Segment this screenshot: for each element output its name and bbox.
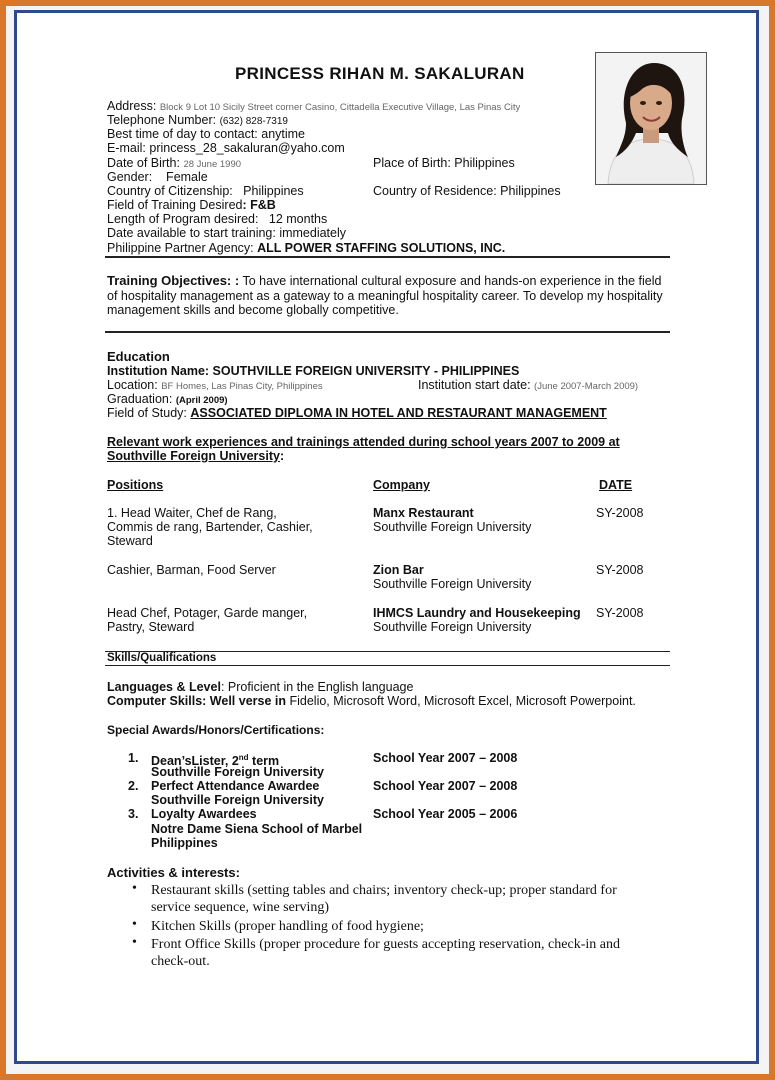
- activity-text: Restaurant skills (setting tables and chairs; inventory check-up; proper standard for: [151, 883, 617, 898]
- graduation-value: (April 2009): [175, 395, 228, 406]
- award-number: 3.: [128, 807, 139, 821]
- best-time-line: Best time of day to contact: anytime: [107, 127, 306, 141]
- email-line: E-mail: princess_28_sakaluran@yaho.com: [107, 141, 345, 155]
- telephone-value: (632) 828-7319: [219, 116, 288, 127]
- objectives-line-2: of hospitality management as a gateway to a meaningful hospitality career. To develop my hospitality: [107, 289, 663, 303]
- agency-line: [107, 241, 505, 255]
- col-positions-header: Positions: [107, 478, 164, 492]
- activity-text: Front Office Skills (proper procedure for guests accepting reservation, check-in and: [151, 937, 620, 952]
- location-label: Location:: [107, 378, 158, 392]
- objectives-line-3: management skills and become globally competitive.: [107, 303, 399, 317]
- row-date: SY-2008: [596, 506, 644, 520]
- training-field-value: : F&B: [242, 198, 276, 212]
- address-label: Address:: [107, 99, 157, 113]
- field-of-study-value: ASSOCIATED DIPLOMA IN HOTEL AND RESTAURANT MANAGEMENT: [190, 406, 607, 420]
- start-date-line: Date available to start training: immediately: [107, 226, 347, 240]
- award-org: Philippines: [151, 836, 218, 850]
- position-text: Commis de rang, Bartender, Cashier,: [107, 520, 313, 534]
- dob-label: Date of Birth:: [107, 156, 180, 170]
- award-title: Loyalty Awardees: [151, 807, 257, 821]
- award-title-tail: term: [248, 754, 280, 769]
- bullet-icon: •: [132, 935, 137, 950]
- activity-text: check-out.: [151, 954, 210, 969]
- company-name: IHMCS Laundry and Housekeeping: [373, 606, 581, 620]
- residence-line: Country of Residence: Philippines: [373, 184, 561, 198]
- activity-text: service sequence, wine serving): [151, 900, 330, 915]
- objectives-text-1: To have international cultural exposure and hands-on experience in the field: [242, 274, 662, 288]
- company-name: Manx Restaurant: [373, 506, 474, 520]
- field-of-study-line: [107, 406, 607, 420]
- award-number: 2.: [128, 779, 139, 793]
- languages-label: Languages & Level: [107, 680, 221, 694]
- company-sub: Southville Foreign University: [373, 620, 532, 634]
- experience-heading-colon: :: [279, 449, 285, 463]
- portrait-image: [596, 53, 706, 184]
- position-text: Pastry, Steward: [107, 620, 195, 634]
- objectives-label: Training Objectives: :: [107, 273, 240, 288]
- objectives-line-1: [107, 274, 661, 288]
- awards-heading: Special Awards/Honors/Certifications:: [107, 723, 325, 737]
- program-length-line: Length of Program desired: 12 months: [107, 212, 328, 226]
- location-value: BF Homes, Las Pinas City, Philippines: [161, 381, 323, 392]
- computer-skills-label: Computer Skills: Well verse in: [107, 694, 286, 708]
- company-sub: Southville Foreign University: [373, 577, 532, 591]
- award-year: School Year 2007 – 2008: [373, 751, 518, 765]
- divider: [105, 256, 670, 258]
- award-org: Notre Dame Siena School of Marbel: [151, 822, 363, 836]
- address-value: Block 9 Lot 10 Sicily Street corner Casino, Cittadella Executive Village, Las Pinas City: [159, 102, 521, 113]
- training-field-line: [107, 198, 276, 212]
- bullet-icon: •: [132, 881, 137, 896]
- col-date-header: DATE: [599, 478, 633, 492]
- institution-start-label: Institution start date:: [418, 378, 531, 392]
- skills-heading: Skills/Qualifications: [107, 652, 217, 664]
- row-date: SY-2008: [596, 606, 644, 620]
- institution-line: Institution Name: SOUTHVILLE FOREIGN UNIVERSITY - PHILIPPINES: [107, 364, 520, 378]
- agency-label: Philippine Partner Agency:: [107, 241, 254, 255]
- col-company-header: Company: [373, 478, 430, 492]
- company-name: Zion Bar: [373, 563, 424, 577]
- languages-line: [107, 680, 413, 694]
- position-text: Head Chef, Potager, Garde manger,: [107, 606, 308, 620]
- languages-value: : Proficient in the English language: [220, 680, 414, 694]
- position-text: Cashier, Barman, Food Server: [107, 563, 276, 577]
- divider: [105, 331, 670, 333]
- divider: [105, 665, 670, 666]
- field-of-study-label: Field of Study:: [107, 406, 187, 420]
- award-year: School Year 2005 – 2006: [373, 807, 518, 821]
- dob-value: 28 June 1990: [183, 159, 242, 170]
- activity-text: Kitchen Skills (proper handling of food hygiene;: [151, 919, 424, 934]
- award-title-sup: nd: [238, 753, 249, 762]
- computer-skills-value: Fidelio, Microsoft Word, Microsoft Excel, Microsoft Powerpoint.: [289, 694, 636, 708]
- gender-line: Gender: Female: [107, 170, 208, 184]
- activities-heading: Activities & interests:: [107, 865, 240, 880]
- award-year: School Year 2007 – 2008: [373, 779, 518, 793]
- award-org: Southville Foreign University: [151, 793, 324, 807]
- institution-start-value: (June 2007-March 2009): [534, 381, 639, 392]
- award-org: Southville Foreign University: [151, 765, 324, 779]
- education-heading: Education: [107, 349, 170, 364]
- position-text: 1. Head Waiter, Chef de Rang,: [107, 506, 277, 520]
- computer-skills-line: [107, 694, 636, 708]
- award-number: 1.: [128, 751, 139, 765]
- award-title: Perfect Attendance Awardee: [151, 779, 320, 793]
- training-field-label: Field of Training Desired: [107, 198, 243, 212]
- divider: [105, 651, 670, 652]
- row-date: SY-2008: [596, 563, 644, 577]
- telephone-label: Telephone Number:: [107, 113, 217, 127]
- place-of-birth: Place of Birth: Philippines: [373, 156, 515, 170]
- experience-heading-1: Relevant work experiences and trainings attended during school years 2007 to 2009 at: [107, 435, 620, 449]
- agency-value: ALL POWER STAFFING SOLUTIONS, INC.: [257, 241, 506, 255]
- company-sub: Southville Foreign University: [373, 520, 532, 534]
- position-text: Steward: [107, 534, 153, 548]
- institution-start-line: [418, 378, 638, 394]
- citizenship-line: Country of Citizenship: Philippines: [107, 184, 304, 198]
- award-title-text: Dean’sLister, 2: [151, 754, 239, 769]
- profile-photo: [595, 52, 707, 185]
- resume-name: PRINCESS RIHAN M. SAKALURAN: [235, 64, 525, 83]
- graduation-label: Graduation:: [107, 392, 173, 406]
- bullet-icon: •: [132, 917, 137, 932]
- experience-heading-2-text: Southville Foreign University: [107, 449, 280, 463]
- experience-heading-2: [107, 449, 284, 463]
